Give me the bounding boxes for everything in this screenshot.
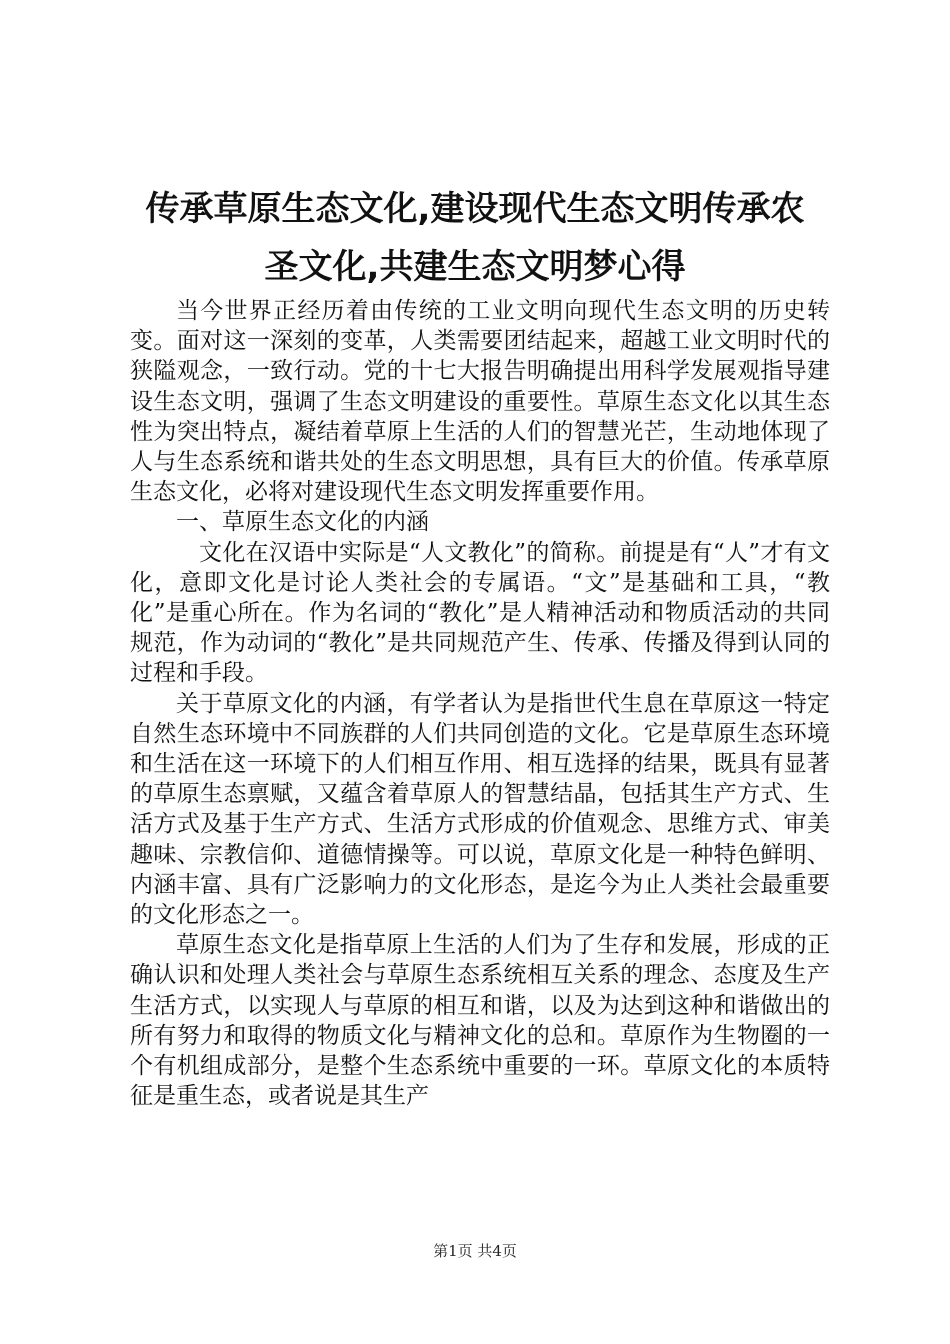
paragraph-grassland-culture: 关于草原文化的内涵，有学者认为是指世代生息在草原这一特定自然生态环境中不同族群的人们共同创造的文化。它是草原生态环境和生活在这一环境下的人们相互作用、相互选择的结果，既具有显著的草原生态禀赋，又蕴含着草原人的智慧结晶，包括其生产方式、生活方式及基于生产方式、生活方式形成的价值观念、思维方式、审美趣味、宗教信仰、道德情操等。可以说，草原文化是一种特色鲜明、内涵丰富、具有广泛影响力的文化形态，是迄今为止人类社会最重要的文化形态之一。 [130, 690, 830, 929]
paragraph-intro: 当今世界正经历着由传统的工业文明向现代生态文明的历史转变。面对这一深刻的变革，人类需要团结起来，超越工业文明时代的狭隘观念，一致行动。党的十七大报告明确提出用科学发展观指导建设生态文明，强调了生态文明建设的重要性。草原生态文化以其生态性为突出特点，凝结着草原上生活的人们的智慧光芒，生动地体现了人与生态系统和谐共处的生态文明思想，具有巨大的价值。传承草原生态文化，必将对建设现代生态文明发挥重要作用。 [130, 298, 830, 506]
title-line-2: 圣文化,共建生态文明梦心得 [264, 247, 686, 287]
paragraph-grassland-eco-culture: 草原生态文化是指草原上生活的人们为了生存和发展，形成的正确认识和处理人类社会与草原生态系统相互关系的理念、态度及生产生活方式，以实现人与草原的相互和谐，以及为达到这种和谐做出的所有努力和取得的物质文化与精神文化的总和。草原作为生物圈的一个有机组成部分，是整个生态系统中重要的一环。草原文化的本质特征是重生态，或者说是其生产 [130, 932, 830, 1110]
document-title [120, 180, 830, 296]
title-line-1: 传承草原生态文化,建设现代生态文明传承农 [145, 189, 805, 229]
section-heading: 一、草原生态文化的内涵 [176, 509, 429, 536]
paragraph-culture-definition: 文化在汉语中实际是“人文教化”的简称。前提是有“人”才有文化，意即文化是讨论人类社会的专属语。“文”是基础和工具，“教化”是重心所在。作为名词的“教化”是人精神活动和物质活动的共同规范，作为动词的“教化”是共同规范产生、传承、传播及得到认同的过程和手段。 [130, 539, 830, 687]
document-body [130, 296, 830, 1111]
page-footer: 第1页 共4页 [433, 1242, 517, 1260]
